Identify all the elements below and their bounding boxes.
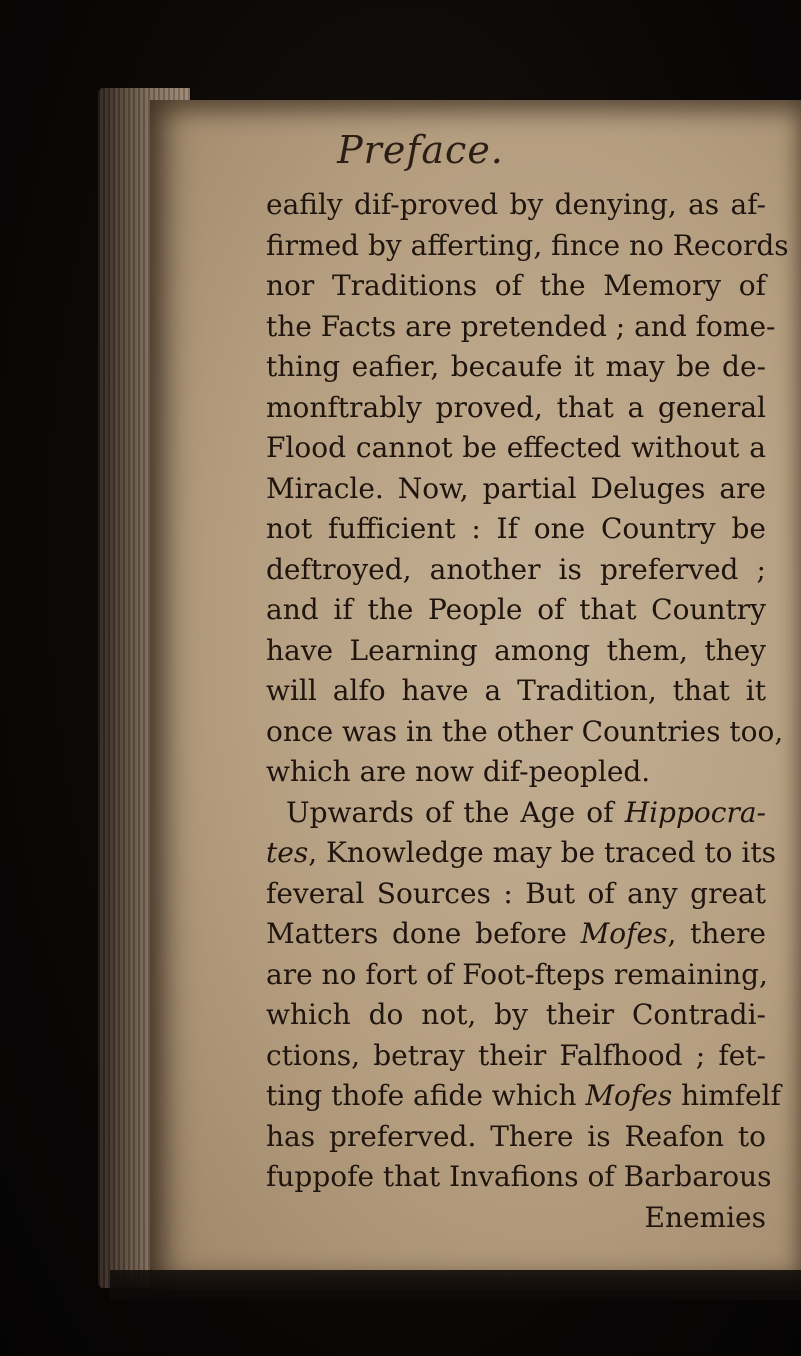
text-line: [266, 671, 766, 712]
text-segment: firmed by afferting, fince no Records: [266, 228, 789, 262]
text-line: [266, 1157, 772, 1198]
catchword: Enemies: [644, 1200, 766, 1234]
text-segment: , there: [667, 917, 766, 950]
italic-text: Mofes: [580, 917, 668, 950]
text-line: [266, 226, 789, 267]
text-segment: are no fort of Foot-fteps remaining,: [266, 957, 768, 991]
text-segment: nor Traditions of the Memory of: [266, 269, 766, 302]
body-text: [266, 185, 789, 1238]
text-line: [266, 509, 766, 550]
text-line: [266, 995, 766, 1036]
text-segment: ting thofe afide which: [266, 1079, 586, 1112]
text-segment: not fufficient : If one Country be: [266, 512, 766, 545]
text-segment: have Learning among them, they: [266, 633, 766, 667]
text-line: [266, 428, 766, 469]
text-segment: deftroyed, another is preferved ;: [266, 552, 766, 586]
text-line: [266, 550, 766, 591]
text-line: [266, 388, 766, 429]
text-segment: Flood cannot be effected without a: [266, 431, 766, 464]
text-segment: and if the People of that Country: [266, 593, 766, 626]
text-line: [266, 469, 766, 510]
text-line: [266, 874, 766, 915]
text-segment: monftrably proved, that a general: [266, 390, 766, 424]
text-segment: himfelf: [672, 1079, 781, 1112]
text-line: [266, 712, 784, 753]
text-segment: which are now dif-peopled.: [266, 755, 651, 788]
text-line: [266, 793, 766, 834]
italic-text: tes: [266, 836, 309, 869]
text-line: [266, 590, 766, 631]
text-line: [266, 1036, 766, 1077]
text-segment: Matters done before: [266, 917, 581, 950]
text-segment: , Knowledge may be traced to its: [308, 836, 776, 869]
text-line: [266, 752, 766, 793]
text-segment: Miracle. Now, partial Deluges are: [266, 471, 766, 505]
text-segment: will alfo have a Tradition, that it: [266, 674, 766, 707]
italic-text: Mofes: [585, 1079, 673, 1112]
text-line: [266, 185, 766, 226]
text-line: [266, 914, 766, 955]
text-line: [266, 307, 776, 348]
text-segment: which do not, by their Contradi-: [266, 998, 766, 1031]
text-line: [266, 347, 766, 388]
text-line: [266, 1076, 781, 1117]
text-segment: has preferved. There is Reafon to: [266, 1119, 766, 1153]
page-bottom-shadow: [110, 1270, 801, 1300]
text-segment: once was in the other Countries too,: [266, 714, 784, 748]
text-line: [266, 955, 766, 996]
text-segment: the Facts are pretended ; and fome-: [266, 309, 776, 343]
text-segment: eafily dif-proved by denying, as af-: [266, 188, 766, 221]
running-head: Preface.: [337, 128, 504, 172]
text-line: [266, 631, 766, 672]
text-segment: ctions, betray their Falfhood ; fet-: [266, 1038, 766, 1072]
italic-text: Hippocra-: [624, 795, 766, 829]
text-segment: fuppofe that Invafions of Barbarous: [266, 1160, 772, 1193]
text-segment: feveral Sources : But of any great: [266, 876, 766, 910]
text-line: [266, 1117, 766, 1158]
text-segment: Upwards of the Age of: [286, 795, 625, 829]
text-segment: thing eafier, becaufe it may be de-: [266, 350, 766, 383]
text-line: [266, 266, 766, 307]
text-line: [266, 833, 776, 874]
